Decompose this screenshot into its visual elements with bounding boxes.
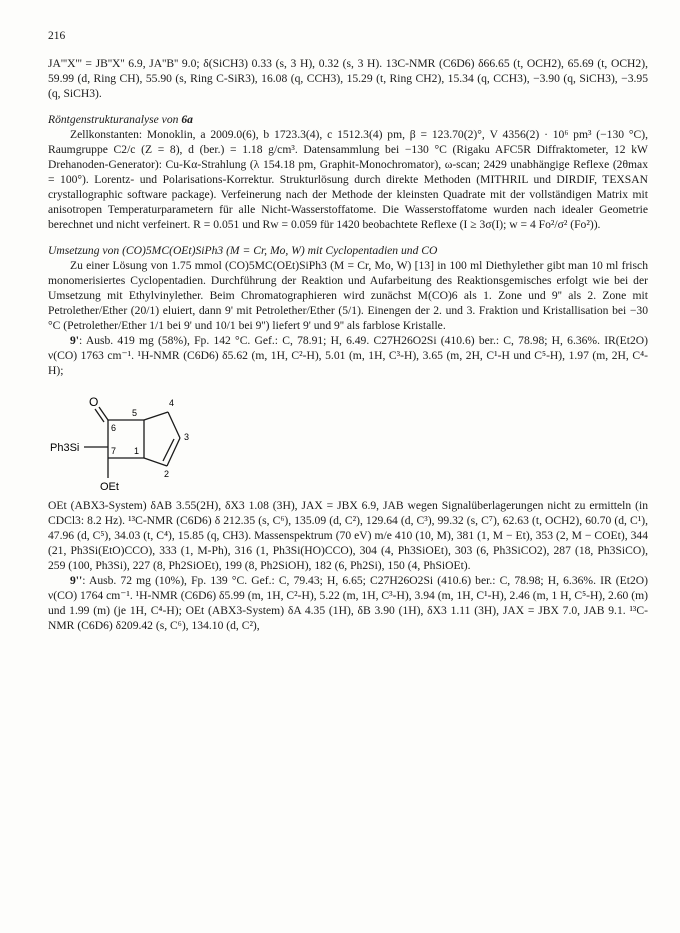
bond-c5-c4 xyxy=(144,412,168,420)
section-heading-reaction: Umsetzung von (CO)5MC(OEt)SiPh3 (M = Cr, Mo, W) mit Cyclopentadien und CO xyxy=(48,244,438,257)
compound-label: 9'' xyxy=(70,574,83,587)
nmr-continuation: JA'''X''' = JB''X'' 6.9, JA''B'' 9.0; δ(SiCH3) 0.33 (s, 3 H), 0.32 (s, 3 H). 13C-NMR (C6D6) δ66.65 (t, OCH2), 65.69 (t, OCH2), 59.99 (d, Ring CH), 55.90 (s, Ring C-SiR3), 16.08 (q, CCH3), 15.29 (t, Ring CH2), 15.34 (q, CCH3), −3.90 (q, SiCH3), −3.95 (q, SiCH3). xyxy=(48,57,648,100)
atom-label-1: 1 xyxy=(134,446,140,456)
page xyxy=(48,30,648,633)
compound-9prime-data-a xyxy=(48,333,648,378)
compound-label: 9' xyxy=(70,334,80,347)
compound-9doubleprime-data xyxy=(48,573,648,633)
atom-label-3: 3 xyxy=(184,432,190,442)
atom-label-5: 5 xyxy=(132,408,138,418)
bond-c6-o-b xyxy=(95,409,104,422)
bond-c6-o-a xyxy=(99,407,108,420)
bicyclic-structure-svg xyxy=(48,380,228,498)
ph3si-label: Ph3Si xyxy=(50,442,80,454)
page-number: 216 xyxy=(48,30,66,42)
section-body-xray: Zellkonstanten: Monoklin, a 2009.0(6), b 1723.3(4), c 1512.3(4) pm, β = 123.70(2)°, V 4356(2) · 10⁶ pm³ (−130 °C), Raumgruppe C2/c (Z = 8), d (ber.) = 1.18 g/cm³. Datensammlung bei −130 °C (Rigaku AFC5R Diffraktometer, 12 kW Drehanoden-Generator): Cu-Kα-Strahlung (λ 154.18 pm, Graphit-Monochromator), ω-scan; 2429 unabhängige Reflexe (2θmax = 100°). Lorentz- und Polarisations-Korrektur. Strukturlösung durch direkte Methoden (MITHRIL und DIRDIF, TEXSAN crystallographic software package). Verfeinerung nach der Methode der kleinsten Quadrate mit der vollständigen Matrix mit anisotropen Temperaturparametern für alle Nicht-Wasserstoffatome. Die Wasserstoffatome wurden nach idealer Geometrie berechnet und nicht verfeinert. R = 0.051 und Rw = 0.059 für 1420 beobachtete Reflexe (I ≥ 3σ(I); w = 4 Fo²/σ² (Fo²)). xyxy=(48,128,648,231)
atom-label-7: 7 xyxy=(111,446,117,456)
structure-diagram xyxy=(48,380,648,498)
bond-c4-c3 xyxy=(168,412,180,438)
section-heading-xray xyxy=(48,112,648,127)
heading-prefix: Röntgenstrukturanalyse von xyxy=(48,113,182,126)
heading-compound: 6a xyxy=(181,113,193,126)
oet-label: OEt xyxy=(100,481,119,493)
atom-label-4: 4 xyxy=(169,398,175,408)
oxygen-label: O xyxy=(89,395,99,409)
bond-c3-c2-double xyxy=(163,439,174,461)
bond-c3-c2 xyxy=(167,438,180,466)
compound-text: : Ausb. 72 mg (10%), Fp. 139 °C. Gef.: C, 79.43; H, 6.65; C27H26O2Si (410.6) ber.: C, 78.98; H, 6.36%. IR (Et2O) ν(CO) 1764 cm⁻¹. ¹H-NMR (C6D6) δ5.99 (m, 1H, C²-H), 5.22 (m, 1H, C³-H), 3.94 (m, 1H, C¹-H), 2.46 (m, 1 H, C⁵-H), 2.60 (m) und 1.99 (m) (je 1H, C⁴-H); OEt (ABX3-System) δA 4.35 (1H), δB 3.90 (1H), δX3 1.11 (3H), JAX = JBX 7.0, JAB 9.1. ¹³C-NMR (C6D6) δ209.42 (s, C⁶), 134.10 (d, C²), xyxy=(48,574,648,632)
atom-label-2: 2 xyxy=(164,469,170,479)
compound-text: : Ausb. 419 mg (58%), Fp. 142 °C. Gef.: C, 78.91; H, 6.49. C27H26O2Si (410.6) ber.: C, 78.98; H, 6.36%. IR(Et2O) ν(CO) 1763 cm⁻¹. ¹H-NMR (C6D6) δ5.62 (m, 1H, C²-H), 5.01 (m, 1H, C³-H), 3.65 (m, 2H, C¹-H und C⁵-H), 1.97 (m, 2H, C⁴-H); xyxy=(48,334,648,377)
atom-label-6: 6 xyxy=(111,423,117,433)
compound-9prime-data-b: OEt (ABX3-System) δAB 3.55(2H), δX3 1.08 (3H), JAX = JBX 6.9, JAB wegen Signalüberlagerungen nicht zu ermitteln (in CDCl3: 8.2 Hz). ¹³C-NMR (C6D6) δ 212.35 (s, C⁶), 135.09 (d, C²), 129.64 (d, C³), 99.32 (s, C⁷), 62.63 (t, OCH2), 60.70 (d, C¹), 47.96 (d, C⁵), 34.03 (t, C⁴), 15.85 (q, CH3). Massenspektrum (70 eV) m/e 410 (10, M), 381 (1, M − Et), 353 (2, M − COEt), 344 (21, Ph3Si(EtO)CCO), 333 (1, M-Ph), 316 (1, Ph3Si(HO)CCO), 304 (4, Ph3SiOEt), 303 (6, Ph3SiCO2), 287 (18, Ph3SiCO), 259 (100, Ph3Si), 227 (8, Ph2SiOEt), 199 (8, Ph2SiOH), 182 (6, Ph2Si), 150 (4, PhSiOEt). xyxy=(48,499,648,572)
section-body-reaction: Zu einer Lösung von 1.75 mmol (CO)5MC(OEt)SiPh3 (M = Cr, Mo, W) [13] in 100 ml Diethylether gibt man 10 ml frisch monomerisiertes Cyclopentadien. Durchführung der Reaktion und Aufarbeitung des Reaktionsgemisches erfolgt wie bei der Umsetzung mit Ethylvinylether. Beim Chromatographieren wird zunächst M(CO)6 als 1. Zone und 9'' als 2. Zone mit Petrolether/Ether (20/1) eluiert, dann 9' mit Petrolether/Ether (5/1). Einengen der 2. und 3. Fraktion und Kristallisation bei −30 °C (Petrolether/Ether 1/1 bei 9' und 10/1 bei 9'') liefert 9' und 9'' als farblose Kristalle. xyxy=(48,259,648,332)
